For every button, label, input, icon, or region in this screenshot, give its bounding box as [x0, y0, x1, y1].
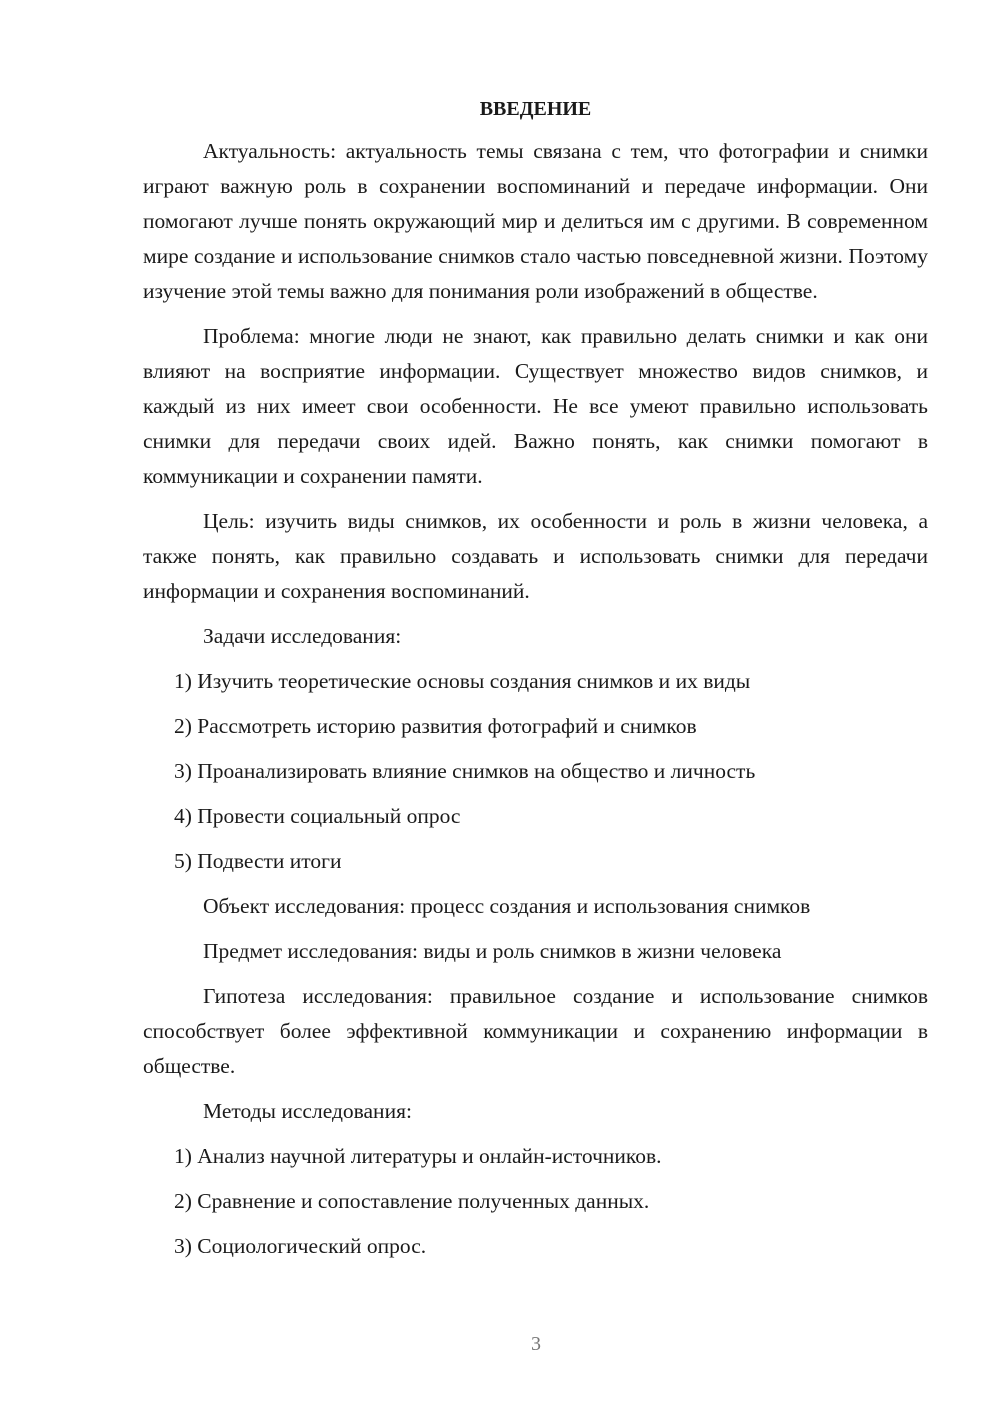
- methods-list: [143, 1139, 928, 1264]
- list-item: 5) Подвести итоги: [174, 849, 342, 873]
- list-item: 3) Социологический опрос.: [174, 1234, 427, 1258]
- problem-paragraph: Проблема: многие люди не знают, как правильно делать снимки и как они влияют на восприятие информации. Существует множество видов снимков, и каждый из них имеет свои особенности. Не все умеют правильно использовать снимки для передачи своих идей. Важно понять, как снимки помогают в коммуникации и сохранении памяти.: [143, 324, 928, 488]
- methods-heading: Методы исследования:: [203, 1099, 412, 1123]
- relevance-paragraph: Актуальность: актуальность темы связана с тем, что фотографии и снимки играют важную роль в сохранении воспоминаний и передаче информации. Они помогают лучше понять окружающий мир и делиться им с другими. В современном мире создание и использование снимков стало частью повседневной жизни. Поэтому изучение этой темы важно для понимания роли изображений в обществе.: [143, 139, 928, 303]
- list-item: 4) Провести социальный опрос: [174, 804, 461, 828]
- list-item: 2) Рассмотреть историю развития фотографий и снимков: [174, 714, 697, 738]
- list-item: 1) Анализ научной литературы и онлайн-источников.: [174, 1144, 662, 1168]
- goal-paragraph: Цель: изучить виды снимков, их особенности и роль в жизни человека, а также понять, как правильно создавать и использовать снимки для передачи информации и сохранения воспоминаний.: [143, 509, 928, 603]
- hypothesis-paragraph: Гипотеза исследования: правильное создание и использование снимков способствует более эффективной коммуникации и сохранению информации в обществе.: [143, 984, 928, 1078]
- page-title: ВВЕДЕНИЕ: [479, 98, 592, 120]
- page-number: 3: [531, 1333, 541, 1355]
- tasks-heading: Задачи исследования:: [203, 624, 402, 648]
- tasks-list: [143, 664, 928, 879]
- list-item: 3) Проанализировать влияние снимков на общество и личность: [174, 759, 756, 783]
- document-page: [143, 92, 928, 1274]
- list-item: 1) Изучить теоретические основы создания снимков и их виды: [174, 669, 751, 693]
- research-object: Объект исследования: процесс создания и использования снимков: [203, 894, 811, 918]
- list-item: 2) Сравнение и сопоставление полученных данных.: [174, 1189, 650, 1213]
- research-subject: Предмет исследования: виды и роль снимков в жизни человека: [203, 939, 782, 963]
